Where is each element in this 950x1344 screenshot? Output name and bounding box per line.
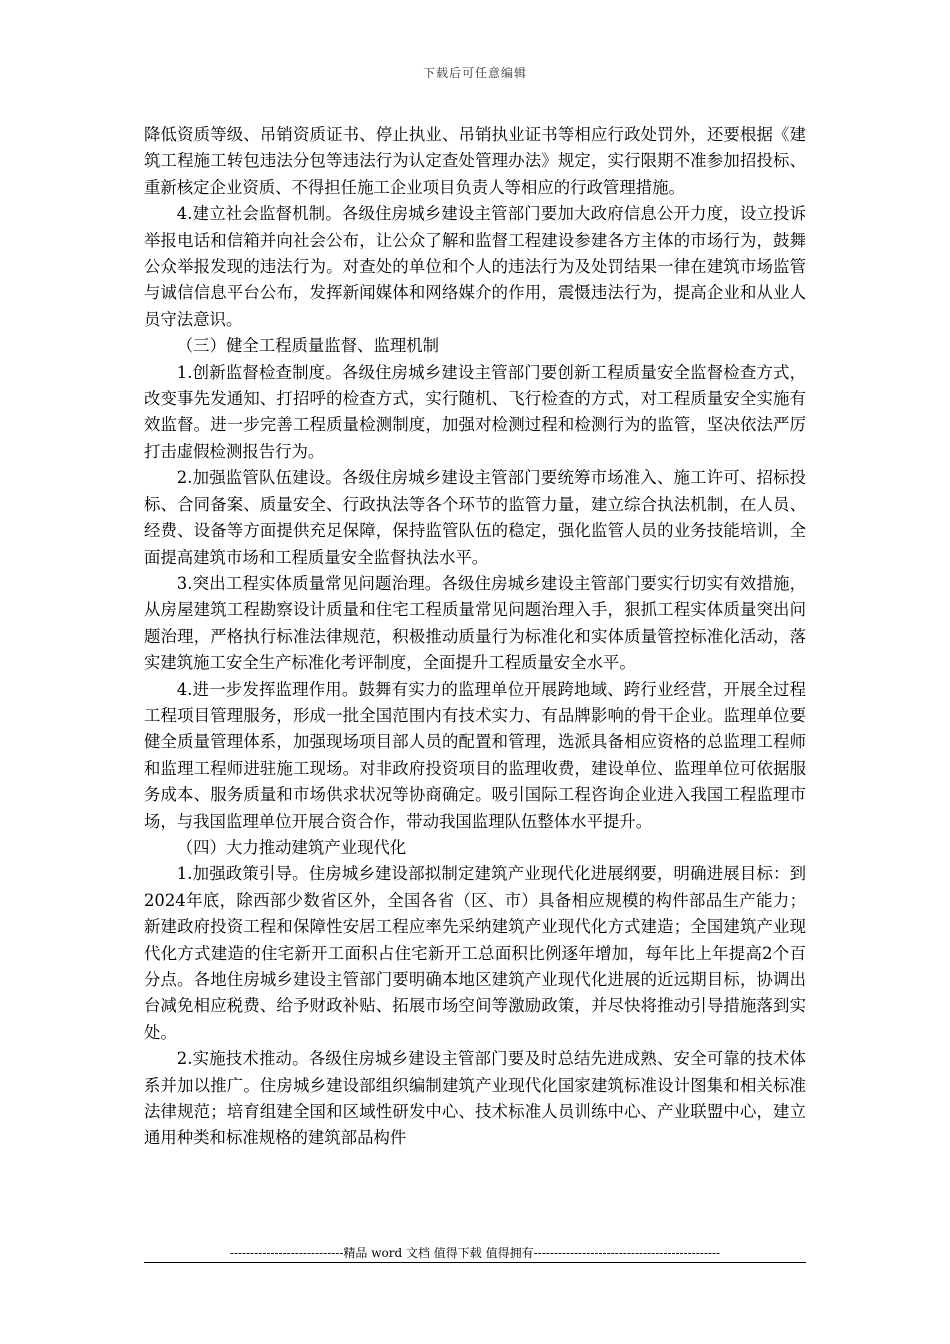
paragraph-social-supervision: 4.建立社会监督机制。各级住房城乡建设主管部门要加大政府信息公开力度，设立投诉举报电话和信箱并向社会公布，让公众了解和监督工程建设参建各方主体的市场行为，鼓舞公众举报发现的违法行为。对查处的单位和个人的违法行为及处罚结果一律在建筑市场监管与诚信信息平台公布，发挥新闻媒体和网络媒介的作用，震慑违法行为，提高企业和从业人员守法意识。 xyxy=(144,204,806,329)
page-header: 下载后可任意编辑 xyxy=(422,66,527,80)
paragraph-inspection-system: 1.创新监督检查制度。各级住房城乡建设主管部门要创新工程质量安全监督检查方式，改变事先发通知、打招呼的检查方式，实行随机、飞行检查的方式，对工程质量安全实施有效监督。进一步完善工程质量检测制度，加强对检测过程和检测行为的监管，坚决依法严厉打击虚假检测报告行为。 xyxy=(144,362,806,461)
paragraph-quality-issues: 3.突出工程实体质量常见问题治理。各级住房城乡建设主管部门要实行切实有效措施，从房屋建筑工程勘察设计质量和住宅工程质量常见问题治理入手，狠抓工程实体质量突出问题治理，严格执行标准法律规范，积极推动质量行为标准化和实体质量管控标准化活动，落实建筑施工安全生产标准化考评制度，全面提升工程质量安全水平。 xyxy=(144,573,806,673)
paragraph-technical-promotion: 2.实施技术推动。各级住房城乡建设主管部门要及时总结先进成熟、安全可靠的技术体系并加以推广。住房城乡建设部组织编制建筑产业现代化国家建筑标准设计图集和相关标准法律规范；培育组建全国和区域性研发中心、技术标准人员训练中心、产业联盟中心，建立通用种类和标准规格的建筑部品构件 xyxy=(144,1049,806,1148)
page-footer: ----------------------------精品 word 文档 值得下载 值得拥有---------------------------------------------- xyxy=(229,1246,721,1260)
paragraph-policy-guidance: 1.加强政策引导。住房城乡建设部拟制定建筑产业现代化进展纲要，明确进展目标：到2024年底，除西部少数省区外，全国各省（区、市）具备相应规模的构件部品生产能力；新建政府投资工程和保障性安居工程应率先采纳建筑产业现代化方式建造；全国建筑产业现代化方式建造的住宅新开工面积占住宅新开工总面积比例逐年增加，每年比上年提高2个百分点。各地住房城乡建设主管部门要明确本地区建筑产业现代化进展的近远期目标，协调出台减免相应税费、给予财政补贴、拓展市场空间等激励政策，并尽快将推动引导措施落到实处。 xyxy=(144,864,806,1042)
paragraph-continuation: 降低资质等级、吊销资质证书、停止执业、吊销执业证书等相应行政处罚外，还要根据《建筑工程施工转包违法分包等违法行为认定查处管理办法》规定，实行限期不准参加招投标、重新核定企业资质、不得担任施工企业项目负责人等相应的行政管理措施。 xyxy=(144,125,806,197)
section-heading-4: （四）大力推动建筑产业现代化 xyxy=(176,837,407,857)
section-heading-3: （三）健全工程质量监督、监理机制 xyxy=(176,336,440,356)
paragraph-supervision-role: 4.进一步发挥监理作用。鼓舞有实力的监理单位开展跨地域、跨行业经营，开展全过程工程项目管理服务，形成一批全国范围内有技术实力、有品牌影响的骨干企业。监理单位要健全质量管理体系，加强现场项目部人员的配置和管理，选派具备相应资格的总监理工程师和监理工程师进驻施工现场。对非政府投资项目的监理收费，建设单位、监理单位可依据服务成本、服务质量和市场供求状况等协商确定。吸引国际工程咨询企业进入我国工程监理市场，与我国监理单位开展合资合作，带动我国监理队伍整体水平提升。 xyxy=(144,679,806,831)
footer-divider xyxy=(144,1262,806,1263)
document-body xyxy=(144,122,806,1152)
paragraph-supervision-team: 2.加强监管队伍建设。各级住房城乡建设主管部门要统筹市场准入、施工许可、招标投标、合同备案、质量安全、行政执法等各个环节的监管力量，建立综合执法机制，在人员、经费、设备等方面提供充足保障，保持监管队伍的稳定，强化监管人员的业务技能培训，全面提高建筑市场和工程质量安全监督执法水平。 xyxy=(144,468,806,567)
